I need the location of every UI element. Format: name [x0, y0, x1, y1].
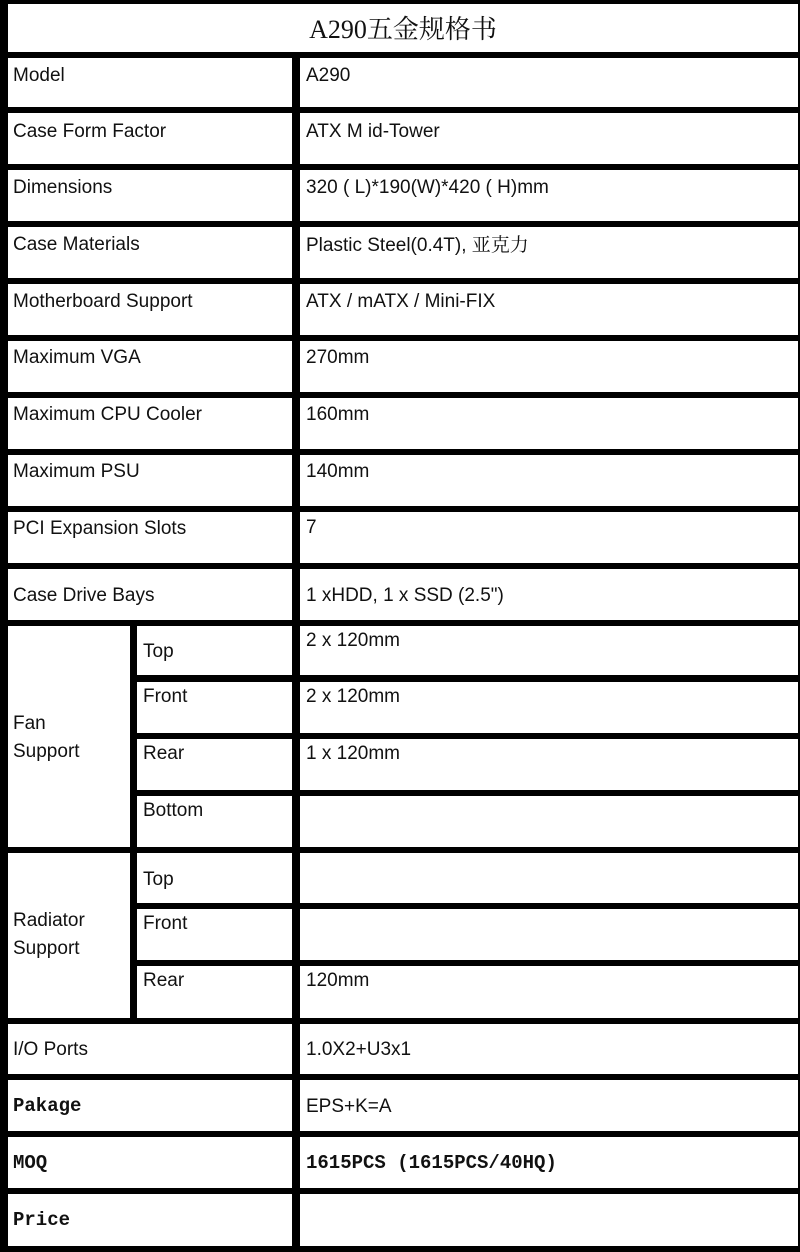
fan-bottom-label: Bottom — [137, 796, 292, 847]
radiator-rear-value: 120mm — [300, 966, 798, 1018]
row-value-moq: 1615PCS (1615PCS/40HQ) — [300, 1137, 798, 1188]
radiator-support-label-line2: Support — [13, 938, 80, 959]
row-value-io-ports: 1.0X2+U3x1 — [300, 1024, 798, 1074]
fan-rear-label: Rear — [137, 739, 292, 790]
fan-bottom-value — [300, 796, 798, 847]
row-label-package: Pakage — [8, 1080, 292, 1131]
radiator-top-label: Top — [137, 853, 292, 903]
sheet-title: A290五金规格书 — [8, 4, 798, 52]
fan-top-value: 2 x 120mm — [300, 626, 798, 675]
fan-support-label-line2: Support — [13, 741, 80, 762]
row-label-price: Price — [8, 1194, 292, 1246]
row-label-form-factor: Case Form Factor — [8, 113, 292, 164]
row-label-materials: Case Materials — [8, 227, 292, 278]
row-value-dimensions: 320 ( L)*190(W)*420 ( H)mm — [300, 170, 798, 221]
row-value-pci-slots: 7 — [300, 512, 798, 563]
radiator-front-value — [300, 909, 798, 960]
row-label-dimensions: Dimensions — [8, 170, 292, 221]
row-value-max-psu: 140mm — [300, 455, 798, 506]
row-label-model: Model — [8, 58, 292, 107]
radiator-support-label — [8, 853, 130, 1018]
row-label-max-psu: Maximum PSU — [8, 455, 292, 506]
radiator-rear-label: Rear — [137, 966, 292, 1018]
row-value-max-vga: 270mm — [300, 341, 798, 392]
row-label-io-ports: I/O Ports — [8, 1024, 292, 1074]
row-label-drive-bays: Case Drive Bays — [8, 569, 292, 620]
row-label-pci-slots: PCI Expansion Slots — [8, 512, 292, 563]
row-value-model: A290 — [300, 58, 798, 107]
fan-front-label: Front — [137, 682, 292, 733]
row-label-motherboard: Motherboard Support — [8, 284, 292, 335]
radiator-support-label-line1: Radiator — [13, 910, 85, 931]
row-value-package: EPS+K=A — [300, 1080, 798, 1131]
radiator-front-label: Front — [137, 909, 292, 960]
radiator-top-value — [300, 853, 798, 903]
fan-front-value: 2 x 120mm — [300, 682, 798, 733]
row-value-price — [300, 1194, 798, 1246]
fan-support-label-line1: Fan — [13, 713, 46, 734]
row-label-max-cpu-cooler: Maximum CPU Cooler — [8, 398, 292, 449]
row-value-motherboard: ATX / mATX / Mini-FIX — [300, 284, 798, 335]
row-value-drive-bays: 1 xHDD, 1 x SSD (2.5") — [300, 569, 798, 620]
row-value-max-cpu-cooler: 160mm — [300, 398, 798, 449]
row-label-moq: MOQ — [8, 1137, 292, 1188]
fan-top-label: Top — [137, 626, 292, 675]
row-label-max-vga: Maximum VGA — [8, 341, 292, 392]
fan-support-label — [8, 626, 130, 847]
fan-rear-value: 1 x 120mm — [300, 739, 798, 790]
row-value-materials: Plastic Steel(0.4T), 亚克力 — [300, 227, 798, 278]
row-value-form-factor: ATX M id-Tower — [300, 113, 798, 164]
